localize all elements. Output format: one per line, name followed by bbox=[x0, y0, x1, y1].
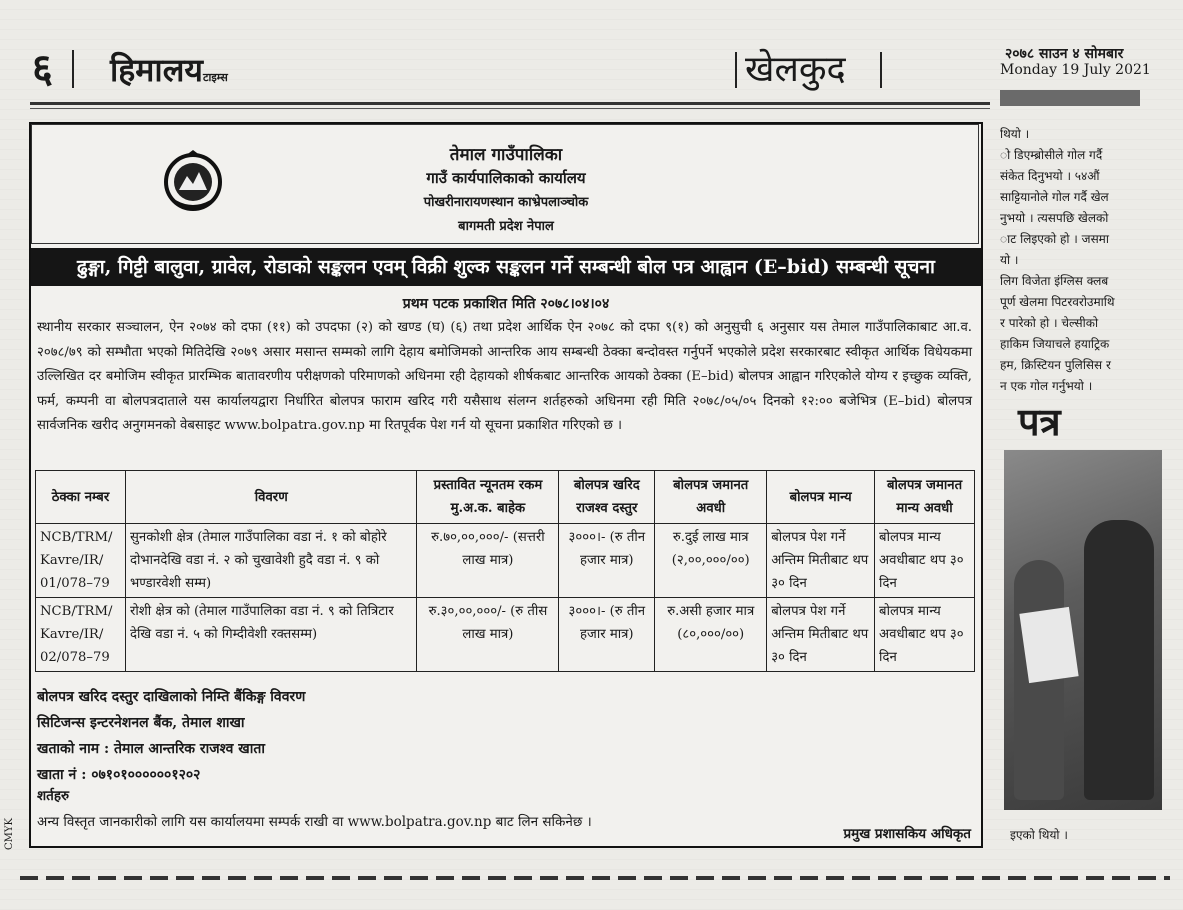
col-header: प्रस्तावित न्यूनतम रकम मु.अ.क. बाहेक bbox=[417, 471, 559, 524]
publication-date: प्रथम पटक प्रकाशित मिति २०७८।०४।०४ bbox=[402, 296, 610, 312]
table-header-row bbox=[36, 471, 975, 524]
bid-security: रु.असी हजार मात्र (८०,०००/००) bbox=[655, 598, 767, 672]
contract-number: NCB/TRM/ Kavre/IR/ 02/078–79 bbox=[36, 598, 126, 672]
bank-name: सिटिजन्स इन्टरनेशनल बैंक, तेमाल शाखा bbox=[37, 715, 245, 731]
section-title: खेलकुद bbox=[745, 49, 846, 90]
table-row bbox=[36, 524, 975, 598]
news-photo bbox=[1004, 450, 1162, 810]
article-line: र पारेको हो । चेल्सीको bbox=[1000, 316, 1099, 330]
table-row bbox=[36, 598, 975, 672]
article-line: हाकिम जियाचले हयाट्रिक bbox=[1000, 337, 1110, 351]
conditions-label: शर्तहरु bbox=[37, 788, 70, 804]
col-header: बोलपत्र मान्य bbox=[767, 471, 875, 524]
brand-suffix: टाइम्स bbox=[202, 71, 228, 84]
header-rule-thin bbox=[30, 108, 990, 109]
office-name: गाउँ कार्यपालिकाको कार्यालय bbox=[426, 169, 586, 187]
bank-heading: बोलपत्र खरिद दस्तुर दाखिलाको निम्ति बैंकिङ्ग विवरण bbox=[37, 689, 306, 705]
date-nepali: २०७८ साउन ४ सोमबार bbox=[1005, 46, 1124, 62]
article-line: यो । bbox=[1000, 253, 1019, 267]
bid-fee: ३०००।- (रु तीन हजार मात्र) bbox=[559, 598, 655, 672]
bank-details bbox=[37, 684, 305, 788]
person-figure bbox=[1084, 520, 1154, 800]
description: सुनकोशी क्षेत्र (तेमाल गाउँपालिका वडा नं. १ को बोहोरे दोभानदेखि वडा नं. २ को चुखावेशी हुदै वडा नं. ९ को भण्डारवेशी सम्म) bbox=[125, 524, 417, 598]
article-line: हम, क्रिस्टियन पुलिसिस र bbox=[1000, 358, 1111, 372]
divider bbox=[735, 52, 737, 88]
security-validity: बोलपत्र मान्य अवधीबाट थप ३० दिन bbox=[875, 598, 975, 672]
org-name: तेमाल गाउँपालिका bbox=[449, 145, 563, 165]
col-header: बोलपत्र जमानत अवधी bbox=[655, 471, 767, 524]
contact-info: अन्य विस्तृत जानकारीको लागि यस कार्यालयमा सम्पर्क राखी वा www.bolpatra.gov.np बाट लिन सकिनेछ । bbox=[37, 814, 592, 830]
header-rule bbox=[30, 102, 990, 105]
office-address: पोखरीनारायणस्थान काभ्रेपलाञ्चोक bbox=[423, 195, 589, 210]
page-bottom-rule bbox=[20, 876, 1170, 880]
min-amount: रु.३०,००,०००/- (रु तीस लाख मात्र) bbox=[417, 598, 559, 672]
bid-security: रु.दुई लाख मात्र (२,००,०००/००) bbox=[655, 524, 767, 598]
article-line: थियो । bbox=[1000, 127, 1030, 141]
notice-title: ढुङ्गा, गिट्टी बालुवा, ग्रावेल, रोडाको सङ्कलन एवम् विक्री शुल्क सङ्कलन गर्ने सम्बन्धी बोल पत्र आह्वान (E–bid) सम्बन्धी सूचना bbox=[31, 248, 981, 286]
article-line: लिग विजेता इंग्लिस क्लब bbox=[1000, 274, 1109, 288]
description: रोशी क्षेत्र को (तेमाल गाउँपालिका वडा नं. ९ को तित्रिटार देखि वडा नं. ५ को गिम्दीवेशी रक्तसम्म) bbox=[125, 598, 417, 672]
brand-name: हिमालय bbox=[110, 51, 203, 89]
article-line: न एक गोल गर्नुभयो । bbox=[1000, 379, 1093, 393]
divider bbox=[72, 50, 74, 88]
print-mark: CMYK bbox=[4, 818, 15, 850]
article-line: ो डिएम्ब्रोसीले गोल गर्दै bbox=[1000, 148, 1103, 162]
article-line: संकेत दिनुभयो । ५४औं bbox=[1000, 169, 1100, 183]
bid-validity: बोलपत्र पेश गर्ने अन्तिम मितीबाट थप ३० दिन bbox=[767, 598, 875, 672]
bid-fee: ३०००।- (रु तीन हजार मात्र) bbox=[559, 524, 655, 598]
article-line: पूर्ण खेलमा पिटरवरोउमाथि bbox=[1000, 295, 1115, 309]
security-validity: बोलपत्र मान्य अवधीबाट थप ३० दिन bbox=[875, 524, 975, 598]
masthead bbox=[30, 40, 990, 100]
account-name: खताको नाम : तेमाल आन्तरिक राजश्व खाता bbox=[37, 741, 265, 757]
tender-notice bbox=[29, 122, 983, 848]
page-number: ६ bbox=[32, 45, 53, 92]
col-header: बोलपत्र खरिद राजश्व दस्तुर bbox=[559, 471, 655, 524]
article-heading: पत्र bbox=[1018, 399, 1061, 444]
col-header: विवरण bbox=[125, 471, 417, 524]
min-amount: रु.७०,००,०००/- (सत्तरी लाख मात्र) bbox=[417, 524, 559, 598]
notice-body: स्थानीय सरकार सञ्चालन, ऐन २०७४ को दफा (११) को उपदफा (२) को खण्ड (घ) (६) तथा प्रदेश आर्थिक ऐन २०७८ को दफा ९(१) को अनुसुची ६ अनुसार यस तेमाल गाउँपालिकाबाट आ.व. २०७८/७९ को सम्भौता भएको मितिदेखि २०७९ असार मसान्त सम्मको लागि देहाय बमोजिमको आन्तरिक आय सम्बन्धी ठेक्का बन्दोवस्त गर्नुपर्ने भएकोले प्रदेश सरकारबाट स्वीकृत आर्थिक विधेयकमा उल्लिखित दर बमोजिम स्वीकृत प्रारम्भिक बातावरणीय परीक्षणको परिमाणको अधिनमा रही देहायको शीर्षकबाट आन्तरिक आयको ठेक्का (E–bid) बोलपत्र आह्वान गरिएकोले योग्य र इच्छुक व्यक्ति, फर्म, कम्पनी वा बोलपत्रदाताले यस कार्यालयद्वारा निर्धारित बोलपत्र फाराम खरिद गरी यसैसाथ संलग्न शर्तहरुको अधिनमा रही मिति २०७८/०५/०५ दिनको १२:०० बजेभित्र (E–bid) बोलपत्र सार्वजनिक खरीद अनुगमनको वेबसाइट www.bolpatra.gov.np मा रितपूर्वक पेश गर्न यो सूचना प्रकाशित गरिएको छ । bbox=[37, 320, 972, 433]
newspaper-brand bbox=[110, 50, 228, 98]
province: बागमती प्रदेश नेपाल bbox=[458, 219, 554, 234]
article-line: साट्टियानोले गोल गर्दै खेल bbox=[1000, 190, 1109, 204]
column-header-bar bbox=[1000, 90, 1140, 106]
tender-table bbox=[35, 470, 975, 672]
divider bbox=[880, 52, 882, 88]
article-footer: इएको थियो । bbox=[1010, 828, 1068, 842]
article-column bbox=[1000, 124, 1150, 397]
article-line: ाट लिइएको हो । जसमा bbox=[1000, 232, 1109, 246]
signatory: प्रमुख प्रशासकिय अधिकृत bbox=[843, 826, 971, 842]
contract-number: NCB/TRM/ Kavre/IR/ 01/078–79 bbox=[36, 524, 126, 598]
date-english: Monday 19 July 2021 bbox=[1000, 62, 1151, 78]
col-header: बोलपत्र जमानत मान्य अवधी bbox=[875, 471, 975, 524]
col-header: ठेक्का नम्बर bbox=[36, 471, 126, 524]
document-in-hand bbox=[1019, 607, 1078, 683]
account-number: खाता नं : ०७१०१००००००१२०२ bbox=[37, 767, 201, 783]
article-line: नुभयो । त्यसपछि खेलको bbox=[1000, 211, 1109, 225]
bid-validity: बोलपत्र पेश गर्ने अन्तिम मितीबाट थप ३० दिन bbox=[767, 524, 875, 598]
